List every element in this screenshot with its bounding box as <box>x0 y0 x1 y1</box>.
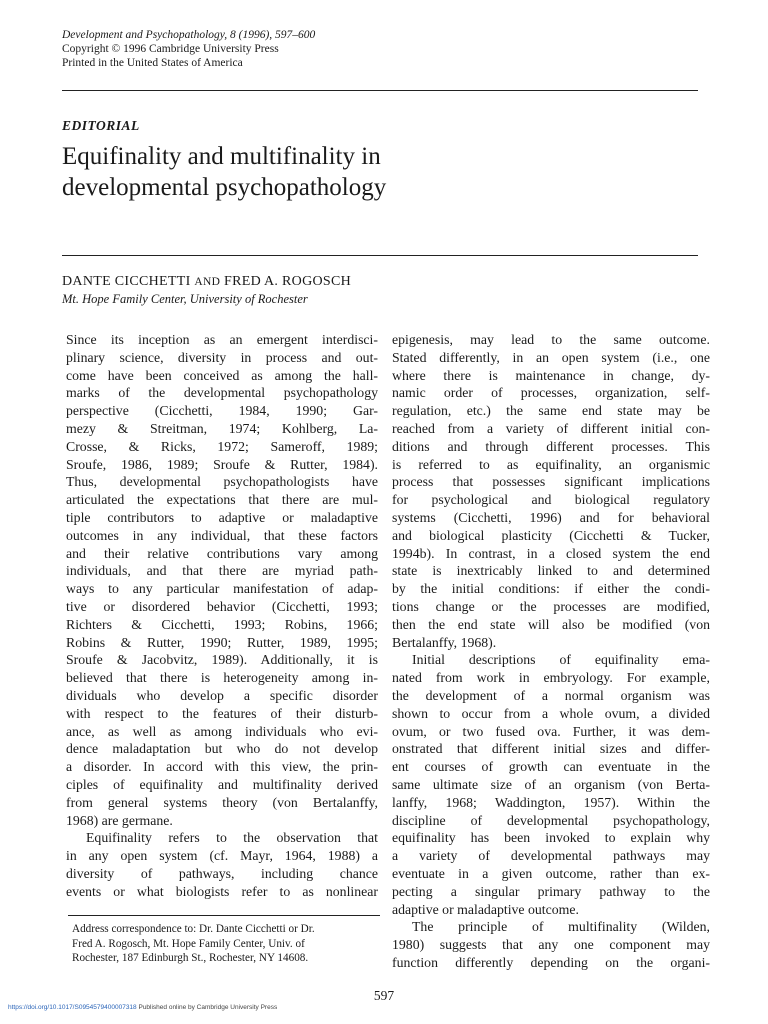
body-line: Sroufe, 1986, 1989; Sroufe & Rutter, 1984). <box>66 456 378 472</box>
title-divider <box>62 255 698 256</box>
body-line: Robins & Rutter, 1990; Rutter, 1989, 1995; <box>66 634 378 650</box>
body-line: believed that there is heterogeneity among in- <box>66 670 378 686</box>
body-line: with respect to the features of their disturb- <box>66 705 378 721</box>
body-line: namic order of processes, organization, self- <box>392 385 710 401</box>
doi-link[interactable]: https://doi.org/10.1017/S0954579400007318 <box>8 1004 137 1011</box>
body-line: Bertalanffy, 1968). <box>392 634 497 650</box>
author-line <box>62 274 351 290</box>
body-line: then the end state will also be modified (von <box>392 616 710 632</box>
body-line: 1968) are germane. <box>66 812 173 828</box>
body-line: discipline of developmental psychopathology, <box>392 812 710 828</box>
author-conjunction: AND <box>194 276 221 288</box>
footnote-line-3: Rochester, 187 Edinburgh St., Rochester, NY 14608. <box>72 952 309 964</box>
body-line: 1980) suggests that any one component may <box>392 937 710 953</box>
body-line: dividuals who develop a specific disorder <box>66 687 378 703</box>
printed-line: Printed in the United States of America <box>62 57 243 69</box>
body-line: individuals, and that there are myriad path- <box>66 563 378 579</box>
body-line: ways to any particular manifestation of adap- <box>66 581 378 597</box>
body-line: come have been conceived as among the hall- <box>66 367 378 383</box>
correspondence-footnote <box>72 922 384 966</box>
body-line: Stated differently, in an open system (i.e., one <box>392 349 710 365</box>
body-line: Thus, developmental psychopathologists have <box>66 474 378 490</box>
body-line: Crosse, & Ricks, 1972; Sameroff, 1989; <box>66 438 378 454</box>
body-line: the development of a normal organism was <box>392 687 710 703</box>
body-line: eventuate in a given outcome, rather than ex- <box>392 865 710 881</box>
body-line: marks of the developmental psychopathology <box>66 385 378 401</box>
footnote-divider <box>68 915 380 916</box>
body-line: tiple contributors to adaptive or maladaptive <box>66 509 378 525</box>
body-line: epigenesis, may lead to the same outcome. <box>392 332 710 347</box>
body-line: for psychological and biological regulatory <box>392 492 710 508</box>
body-line: Richters & Cicchetti, 1993; Robins, 1966; <box>66 616 378 632</box>
body-line: dence maladaptation but who do not develop <box>66 741 378 757</box>
body-line: shown to occur from a whole ovum, a divided <box>392 705 710 721</box>
body-line: ance, as well as among individuals who evi- <box>66 723 378 739</box>
body-line: tive or disordered behavior (Cicchetti, 1993; <box>66 598 378 614</box>
body-line: outcomes in any individual, that these factors <box>66 527 378 543</box>
body-line: reached from a variety of different initial con- <box>392 420 710 436</box>
article-title <box>62 141 662 203</box>
body-line: articulated the expectations that there are mul- <box>66 492 378 508</box>
body-line: from general systems theory (von Bertalanffy, <box>66 794 378 810</box>
body-line: Initial descriptions of equifinality ema- <box>412 652 710 668</box>
body-line: function differently depending on the organi- <box>392 954 710 970</box>
copyright-line: Copyright © 1996 Cambridge University Press <box>62 43 279 55</box>
body-line: equifinality has been invoked to explain why <box>392 830 710 846</box>
body-line: a disorder. In accord with this view, the prin- <box>66 759 378 775</box>
body-line: and biological plasticity (Cicchetti & Tucker, <box>392 527 710 543</box>
footnote-line-2: Fred A. Rogosch, Mt. Hope Family Center, Univ. of <box>72 937 305 950</box>
section-label: EDITORIAL <box>62 118 140 133</box>
header-divider <box>62 90 698 91</box>
body-line: process that possesses significant implications <box>392 474 710 490</box>
author-affiliation: Mt. Hope Family Center, University of Rochester <box>62 292 308 306</box>
body-line: in any open system (cf. Mayr, 1964, 1988) a <box>66 848 378 864</box>
body-line: tions change or the processes are modified, <box>392 598 710 614</box>
body-line: onstrated that different initial sizes and differ- <box>392 741 710 757</box>
body-line: pecting a singular primary pathway to the <box>392 883 710 899</box>
body-line: state is inextricably linked to and determined <box>392 563 710 579</box>
page-number: 597 <box>373 988 395 1003</box>
body-line: mezy & Streitman, 1974; Kohlberg, La- <box>66 420 378 436</box>
body-line: a variety of developmental pathways may <box>392 848 710 864</box>
title-line-2: developmental psychopathology <box>62 174 387 201</box>
body-line: ditions and through different processes. This <box>392 438 710 454</box>
body-line: nated from work in embryology. For example, <box>392 670 710 686</box>
body-line: systems (Cicchetti, 1996) and for behavioral <box>392 509 710 525</box>
body-column-right <box>392 331 710 972</box>
title-line-1: Equifinality and multifinality in <box>62 143 381 170</box>
doi-published-text: Published online by Cambridge University Press <box>136 1004 278 1011</box>
footnote-line-1: Address correspondence to: Dr. Dante Cicchetti or Dr. <box>72 923 315 935</box>
journal-citation: Development and Psychopathology, 8 (1996), 597–600 <box>62 29 316 41</box>
body-line: diversity of pathways, including chance <box>66 865 378 881</box>
body-line: events or what biologists refer to as nonlinear <box>66 883 378 899</box>
body-line: where there is maintenance in change, dy- <box>392 367 710 383</box>
body-column-left <box>66 331 378 901</box>
author-1: DANTE CICCHETTI <box>62 274 191 289</box>
author-2: FRED A. ROGOSCH <box>224 274 352 289</box>
body-line: ciples of equifinality and multifinality derived <box>66 776 378 792</box>
body-line: and their relative contributions vary among <box>66 545 378 561</box>
body-line: by the initial conditions: if either the condi- <box>392 581 710 597</box>
body-line: Sroufe & Jacobvitz, 1989). Additionally, it is <box>66 652 378 668</box>
body-line: Equifinality refers to the observation that <box>86 830 378 846</box>
body-line: ovum, or two fused ova. Further, it was dem- <box>392 723 710 739</box>
body-line: Since its inception as an emergent interdisci- <box>66 332 378 347</box>
journal-header <box>62 28 315 70</box>
body-line: ent courses of growth can eventuate in the <box>392 759 710 775</box>
body-line: perspective (Cicchetti, 1984, 1990; Gar- <box>66 403 378 419</box>
body-line: is referred to as equifinality, an organismic <box>392 456 710 472</box>
body-line: plinary science, diversity in process and out- <box>66 349 378 365</box>
body-line: adaptive or maladaptive outcome. <box>392 901 579 917</box>
body-line: regulation, etc.) the same end state may be <box>392 403 710 419</box>
body-line: same ultimate size of an organism (von Berta- <box>392 776 710 792</box>
body-line: lanffy, 1968; Waddington, 1957). Within the <box>392 794 710 810</box>
body-line: 1994b). In contrast, in a closed system the end <box>392 545 710 561</box>
doi-footer <box>8 1004 277 1011</box>
body-line: The principle of multifinality (Wilden, <box>412 919 710 935</box>
